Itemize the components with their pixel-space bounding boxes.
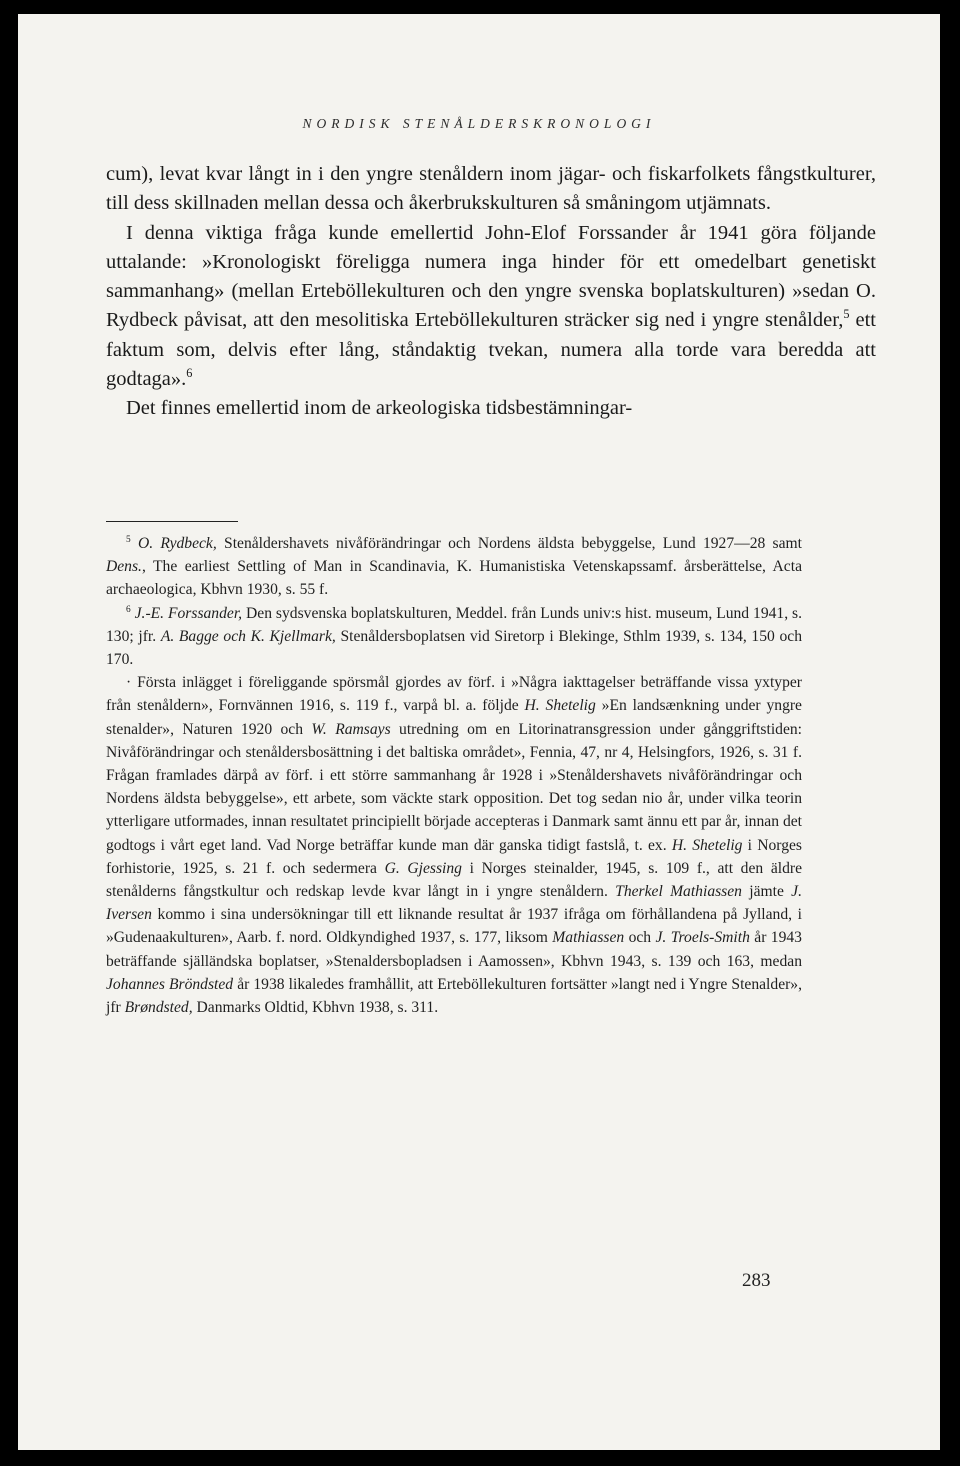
main-text (106, 160, 876, 424)
footnote-text: och (628, 929, 652, 947)
footnote-italic: G. Gjessing (384, 859, 462, 877)
footnote-mark: 5 (126, 534, 131, 545)
footnote-separator (106, 521, 238, 522)
paragraph-3: Det finnes emellertid inom de arkeologiska tidsbestämningar- (126, 397, 633, 420)
footnote-text: i Norges steinalder, 1945, s. 109 f., att den äldre stenålderns fångstkultur och redskap levde kvar långt in i yngre stenåldern. (106, 859, 802, 901)
footnote-7 (106, 671, 802, 1019)
footnote-text: år 1943 beträffande själländska boplatser, »Stenaldersbopladsen i Aamossen», Kbhvn 1943, s. 139 och 163, medan (106, 929, 802, 970)
paragraph-2 (106, 219, 876, 395)
footnotes (106, 532, 802, 1019)
footnote-italic: J. Iversen (106, 883, 802, 924)
paragraph-2-part-2: ett faktum som, delvis efter lång, ståndaktig tvekan, numera alla torde vara beredda att godtaga». (106, 309, 876, 391)
page-number: 283 (742, 1270, 771, 1291)
footnote-text: Den sydsvenska boplatskulturen, Meddel. från Lunds univ:s hist. museum, Lund 1941, s. 130; jfr. (106, 604, 803, 645)
footnote-mark: 6 (126, 604, 131, 615)
footnote-5 (106, 532, 802, 602)
footnote-italic: Brøndsted, (124, 999, 193, 1017)
footnote-text: Första inlägget i föreliggande spörsmål gjordes av förf. i »Några iakttagelser beträffande vissa yxtyper från stenåldern», Fornvännen 1916, s. 119 f., varpå bl. a. följde (106, 674, 802, 715)
footnote-author: O. Rydbeck, (137, 535, 217, 552)
footnote-italic: A. Bagge och K. Kjellmark, (160, 627, 336, 645)
footnote-italic: W. Ramsays (311, 720, 391, 738)
footnote-text: Stenåldersboplatsen vid Siretorp i Blekinge, Sthlm 1939, s. 134, 150 och 170. (106, 627, 802, 669)
footnote-text: jämte (749, 883, 784, 901)
book-page (18, 14, 940, 1450)
footnote-author: J.-E. Forssander, (134, 604, 243, 622)
paragraph-1: cum), levat kvar långt in i den yngre stenåldern inom jägar- och fiskarfolkets fångstkulturer, till dess skillnaden mellan dessa och åkerbrukskulturen så småningom utjämnats. (106, 163, 876, 215)
footnote-italic: Johannes Bröndsted (106, 975, 234, 993)
footnote-text: Danmarks Oldtid, Kbhvn 1938, s. 311. (196, 999, 439, 1017)
footnote-text: »En landsænkning under yngre stenalder», Naturen 1920 och (106, 697, 802, 738)
footnote-italic: J. Troels-Smith (655, 929, 750, 947)
footnote-ref-5: 5 (843, 307, 850, 322)
footnote-italic: Mathiassen (552, 929, 625, 947)
footnote-italic: H. Shetelig (524, 697, 596, 715)
footnote-text: Stenåldershavets nivåförändringar och Nordens äldsta bebyggelse, Lund 1927—28 samt (224, 535, 803, 552)
footnote-italic: H. Shetelig (671, 836, 743, 854)
footnote-6 (106, 602, 802, 672)
footnote-text: i Norges forhistorie, 1925, s. 21 f. och sedermera (106, 836, 802, 877)
footnote-text: utredning om en Litorinatransgression under gånggriftstiden: Nivåförändringar och stenåldersbosättning i det baltiska området», Fennia, 47, nr 4, Helsingfors, 1926, s. 31 f. Frågan framlades därpå av förf. i ett större sammanhang år 1928 i »Stenåldershavets nivåförändringar och Nordens äldsta bebyggelse», ett arbete, som väckte stark opposition. Det tog sedan nio år, under vilka teorin ytterligare utformades, innan resultatet principiellt började accepteras i Danmark samt ännu ett par år, innan det godtogs i vårt eget land. Vad Norge beträffar kunde man där ganska tidigt fastslå, t. ex. (106, 720, 802, 854)
running-header: NORDISK STENÅLDERSKRONOLOGI (302, 116, 656, 131)
footnote-mark: · (126, 674, 132, 692)
footnote-text: kommo i sina undersökningar till ett liknande resultat år 1937 ifråga om förhållandena på Jylland, i »Gudenaakulturen», Aarb. f. nord. Oldkyndighed 1937, s. 177, liksom (106, 906, 802, 947)
footnote-text: , The earliest Settling of Man in Scandinavia, K. Humanistiska Vetenskapssamf. årsberättelse, Acta archaeologica, Kbhvn 1930, s. 55 f. (106, 558, 802, 599)
paragraph-2-part-1: I denna viktiga fråga kunde emellertid John-Elof Forssander år 1941 göra följande uttalande: »Kronologiskt föreligga numera inga hinder för ett omedelbart genetiskt sammanhang» (mellan Erteböllekulturen och den yngre svenska boplatskulturen) »sedan O. Rydbeck påvisat, att den mesolitiska Erteböllekulturen sträcker sig ned i yngre stenålder, (106, 221, 876, 332)
footnote-italic: Dens. (106, 558, 142, 576)
footnote-italic: Therkel Mathiassen (615, 883, 742, 901)
footnote-ref-6: 6 (186, 366, 193, 381)
footnote-text: år 1938 likaledes framhållit, att Erteböllekulturen fortsätter »langt ned i Yngre Stenalder», jfr (106, 975, 802, 1017)
